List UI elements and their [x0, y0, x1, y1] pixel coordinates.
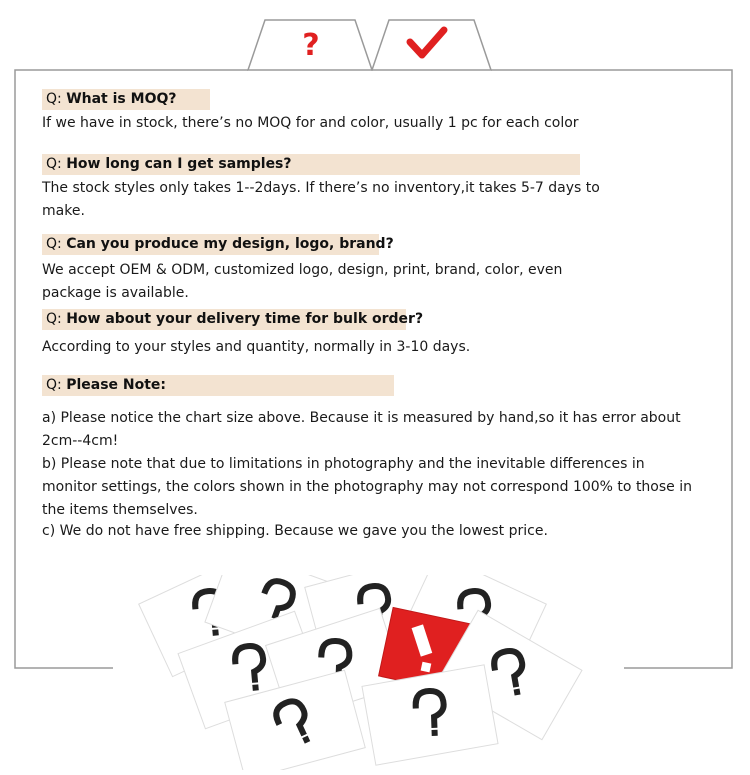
- faq-answer-3: We accept OEM & ODM, customized logo, design, print, brand, color, even package is available.: [42, 262, 563, 301]
- faq-question-2: Q: How long can I get samples?: [42, 154, 580, 175]
- note-a: a) Please notice the chart size above. Because it is measured by hand,so it has error about 2cm--4cm!: [42, 410, 681, 449]
- faq-answer-4: According to your styles and quantity, normally in 3-10 days.: [42, 339, 471, 355]
- faq-question-4: Q: How about your delivery time for bulk order?: [42, 309, 406, 330]
- faq-answer-2: The stock styles only takes 1--2days. If there’s no inventory,it takes 5-7 days to make.: [42, 180, 600, 219]
- faq-answer-1: If we have in stock, there’s no MOQ for and color, usually 1 pc for each color: [42, 115, 579, 131]
- question-cards-illustration: [130, 575, 610, 770]
- faq-question-5: Q: Please Note:: [42, 375, 394, 396]
- faq-question-1: Q: What is MOQ?: [42, 89, 210, 110]
- note-b: b) Please note that due to limitations in photography and the inevitable differences in monitor settings, the colors shown in the photography may not correspond 100% to those in the items themselves.: [42, 456, 692, 518]
- faq-question-3: Q: Can you produce my design, logo, brand?: [42, 234, 379, 255]
- note-c: c) We do not have free shipping. Because we gave you the lowest price.: [42, 523, 548, 539]
- question-mark-icon: ?: [302, 28, 320, 63]
